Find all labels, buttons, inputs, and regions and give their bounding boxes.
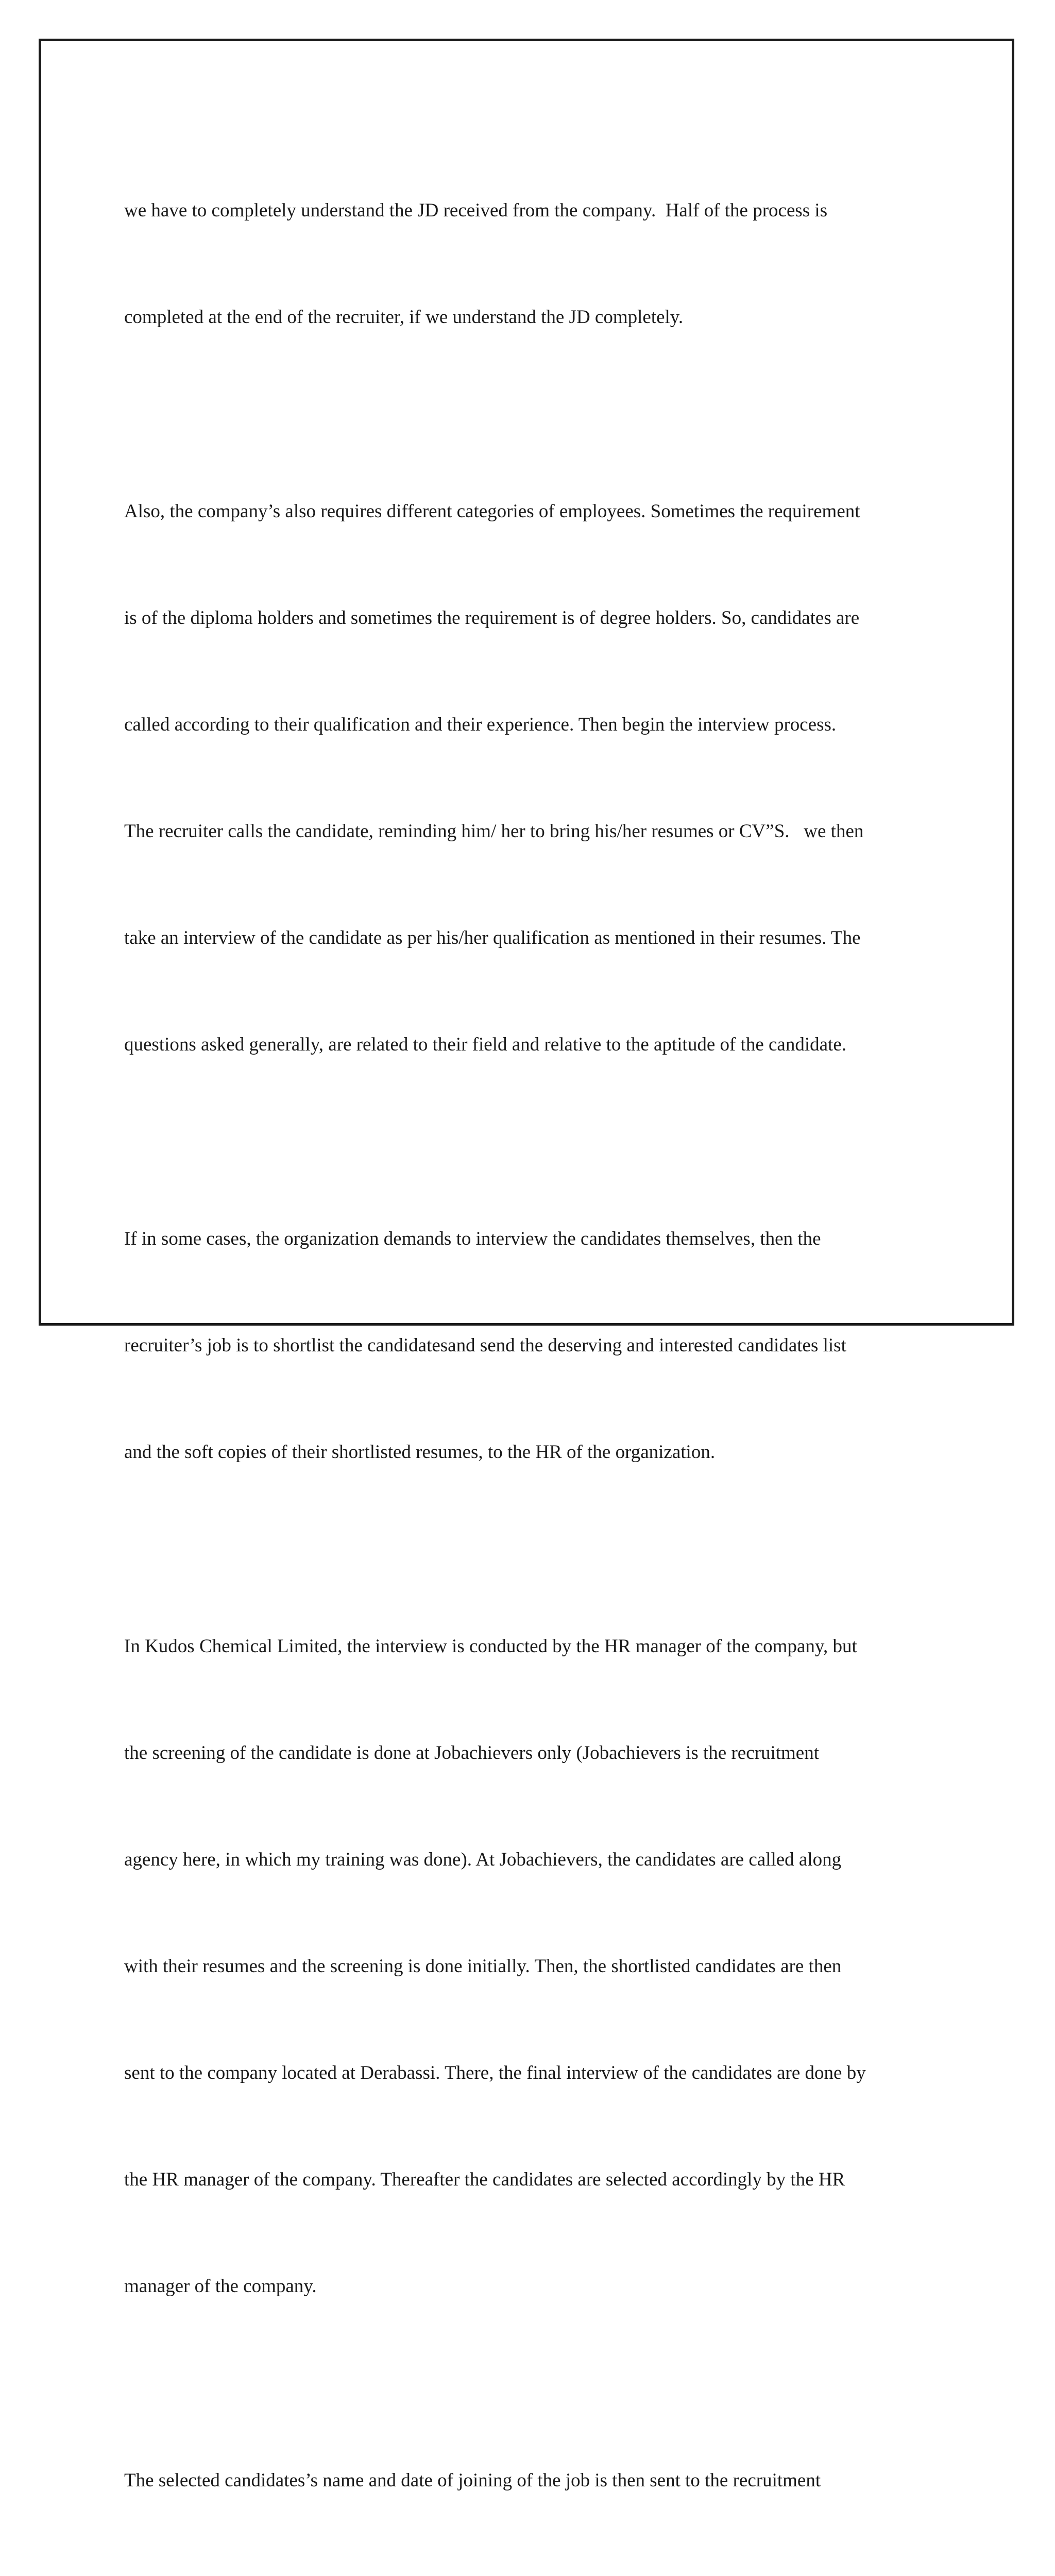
text-line: Also, the company’s also requires different categories of employees. Sometimes the requirement (124, 501, 860, 522)
text-line: manager of the company. (124, 2276, 317, 2297)
paragraph-3 (124, 1150, 938, 1541)
paragraph-2 (124, 422, 938, 1133)
text-line: In Kudos Chemical Limited, the interview is conducted by the HR manager of the company, but (124, 1636, 857, 1657)
text-line: take an interview of the candidate as per his/her qualification as mentioned in their resumes. The (124, 927, 861, 948)
text-line: The selected candidates’s name and date of joining of the job is then sent to the recruitment (124, 2470, 821, 2491)
text-line: with their resumes and the screening is done initially. Then, the shortlisted candidates are then (124, 1956, 842, 1977)
paragraph-1 (124, 122, 938, 406)
text-line: completed at the end of the recruiter, if we understand the JD completely. (124, 307, 684, 328)
text-line: and the soft copies of their shortlisted resumes, to the HR of the organization. (124, 1442, 716, 1463)
text-line: the screening of the candidate is done at Jobachievers only (Jobachievers is the recruitment (124, 1742, 819, 1764)
paragraph-5 (124, 2392, 938, 2576)
text-line: If in some cases, the organization demands to interview the candidates themselves, then the (124, 1228, 821, 1249)
text-line: recruiter’s job is to shortlist the candidatesand send the deserving and interested candidates list (124, 1335, 846, 1356)
text-line: the HR manager of the company. Thereafter the candidates are selected accordingly by the HR (124, 2169, 845, 2190)
text-line: questions asked generally, are related to their field and relative to the aptitude of the candidate. (124, 1034, 847, 1055)
document-body (124, 122, 938, 2576)
text-line: sent to the company located at Derabassi. There, the final interview of the candidates are done by (124, 2062, 866, 2083)
text-line: we have to completely understand the JD received from the company. Half of the process is (124, 200, 828, 221)
text-line: agency here, in which my training was done). At Jobachievers, the candidates are called along (124, 1849, 842, 1870)
text-line: is of the diploma holders and sometimes the requirement is of degree holders. So, candidates are (124, 607, 860, 629)
text-line: called according to their qualification and their experience. Then begin the interview process. (124, 714, 837, 735)
text-line (124, 2569, 938, 2576)
text-line: The recruiter calls the candidate, reminding him/ her to bring his/her resumes or CV”S. we then (124, 821, 864, 842)
paragraph-4 (124, 1557, 938, 2375)
